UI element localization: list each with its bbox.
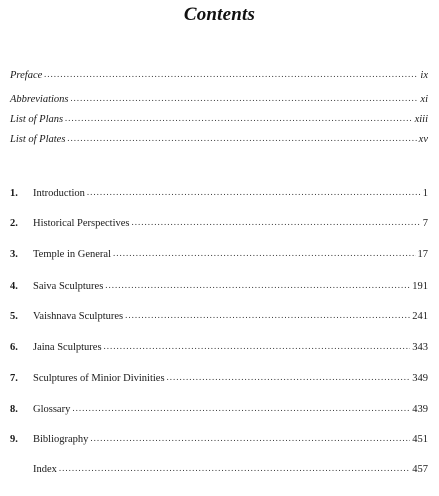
chapter-number: 9. bbox=[10, 434, 18, 445]
dot-leader bbox=[71, 93, 419, 104]
entry-label: Index bbox=[33, 464, 57, 475]
toc-entry-chapter-7[interactable] bbox=[10, 373, 428, 384]
dot-leader bbox=[105, 280, 410, 291]
chapter-number: 4. bbox=[10, 281, 18, 292]
entry-page: 349 bbox=[412, 373, 428, 384]
entry-page: 439 bbox=[412, 404, 428, 415]
dot-leader bbox=[125, 310, 410, 321]
entry-label: Glossary bbox=[33, 404, 71, 415]
chapter-number: 8. bbox=[10, 404, 18, 415]
entry-page: 451 bbox=[412, 434, 428, 445]
toc-entry-index[interactable] bbox=[10, 464, 428, 475]
toc-entry-abbreviations[interactable] bbox=[10, 94, 428, 105]
entry-label: Sculptures of Minior Divinities bbox=[33, 373, 165, 384]
dot-leader bbox=[87, 187, 421, 198]
dot-leader bbox=[113, 248, 416, 259]
entry-page: 457 bbox=[412, 464, 428, 475]
entry-label: Historical Perspectives bbox=[33, 218, 130, 229]
entry-label: Saiva Sculptures bbox=[33, 281, 104, 292]
entry-label: Introduction bbox=[33, 188, 85, 199]
entry-page: ix bbox=[420, 70, 428, 81]
entry-page: 191 bbox=[412, 281, 428, 292]
entry-label: Temple in General bbox=[33, 249, 111, 260]
toc-entry-list-of-plans[interactable] bbox=[10, 114, 428, 125]
dot-leader bbox=[67, 133, 416, 144]
toc-entry-list-of-plates[interactable] bbox=[10, 134, 428, 145]
entry-label: List of Plates bbox=[10, 134, 66, 145]
entry-page: xv bbox=[418, 134, 428, 145]
dot-leader bbox=[72, 403, 410, 414]
entry-page: xi bbox=[420, 94, 428, 105]
toc-entry-chapter-2[interactable] bbox=[10, 218, 428, 229]
entry-page: 7 bbox=[422, 218, 428, 229]
entry-label: List of Plans bbox=[10, 114, 64, 125]
entry-label: Abbreviations bbox=[10, 94, 69, 105]
chapter-number: 5. bbox=[10, 311, 18, 322]
chapter-number: 7. bbox=[10, 373, 18, 384]
dot-leader bbox=[132, 217, 421, 228]
toc-entry-chapter-4[interactable] bbox=[10, 281, 428, 292]
dot-leader bbox=[59, 463, 410, 474]
entry-label: Bibliography bbox=[33, 434, 89, 445]
entry-label: Vaishnava Sculptures bbox=[33, 311, 124, 322]
dot-leader bbox=[44, 69, 418, 80]
entry-page: 241 bbox=[412, 311, 428, 322]
entry-page: xiii bbox=[414, 114, 428, 125]
toc-entry-chapter-5[interactable] bbox=[10, 311, 428, 322]
toc-entry-chapter-9[interactable] bbox=[10, 434, 428, 445]
entry-label: Preface bbox=[10, 70, 43, 81]
entry-page: 343 bbox=[412, 342, 428, 353]
toc-entry-preface[interactable] bbox=[10, 70, 428, 81]
page-title: Contents bbox=[183, 4, 256, 25]
chapter-number: 2. bbox=[10, 218, 18, 229]
toc-entry-chapter-1[interactable] bbox=[10, 188, 428, 199]
dot-leader bbox=[65, 113, 412, 124]
entry-page: 17 bbox=[417, 249, 428, 260]
toc-entry-chapter-6[interactable] bbox=[10, 342, 428, 353]
toc-entry-chapter-8[interactable] bbox=[10, 404, 428, 415]
toc-entry-chapter-3[interactable] bbox=[10, 249, 428, 260]
entry-label: Jaina Sculptures bbox=[33, 342, 102, 353]
chapter-number: 1. bbox=[10, 188, 18, 199]
dot-leader bbox=[167, 372, 411, 383]
dot-leader bbox=[104, 341, 411, 352]
entry-page: 1 bbox=[422, 188, 428, 199]
chapter-number: 6. bbox=[10, 342, 18, 353]
dot-leader bbox=[90, 433, 410, 444]
chapter-number: 3. bbox=[10, 249, 18, 260]
